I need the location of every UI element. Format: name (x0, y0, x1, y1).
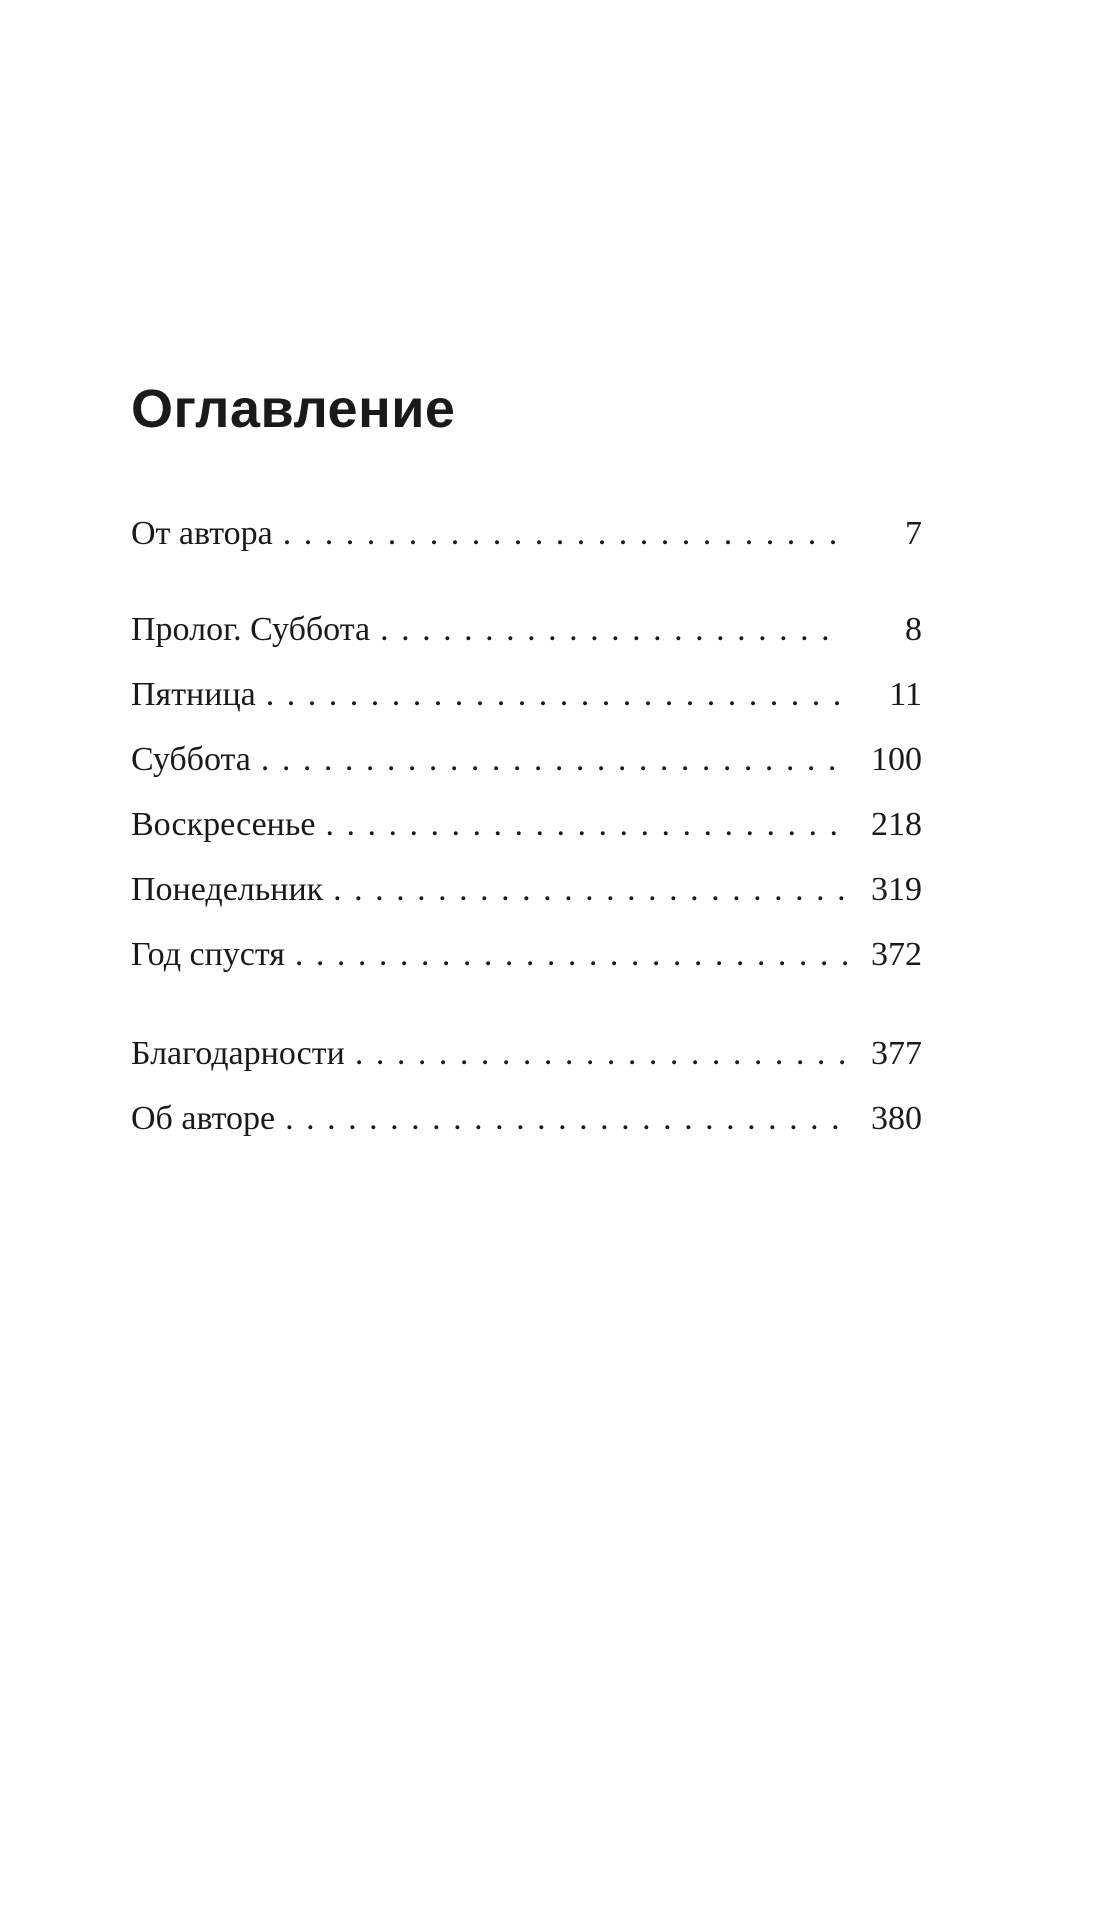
dot-leader: . . . . . . . . . . . . . . . . . . . . . . (380, 611, 832, 648)
toc-entry[interactable] (131, 676, 922, 716)
toc-entry-title: Пятница (131, 676, 256, 713)
toc-entry-title: Воскресенье (131, 806, 316, 843)
dot-leader: . . . . . . . . . . . . . . . . . . . . . . . . . . . . (265, 676, 844, 713)
toc-entry-page: 8 (905, 611, 922, 648)
dot-leader: . . . . . . . . . . . . . . . . . . . . . . . . . . . (282, 515, 840, 552)
dot-leader: . . . . . . . . . . . . . . . . . . . . . . . . . . . (294, 936, 852, 973)
dot-leader: . . . . . . . . . . . . . . . . . . . . . . . . . (333, 871, 848, 908)
page-title: Оглавление (131, 379, 456, 439)
toc-entry-title: Понедельник (131, 871, 324, 908)
dot-leader: . . . . . . . . . . . . . . . . . . . . . . . . . . . . (260, 741, 839, 778)
toc-entry-page: 100 (871, 741, 922, 778)
toc-entry-title: От автора (131, 515, 273, 552)
toc-entry-page: 218 (871, 806, 922, 843)
toc-entry-page: 319 (871, 871, 922, 908)
toc-entry-title: Суббота (131, 741, 251, 778)
toc-entry[interactable] (131, 806, 922, 846)
toc-entry-page: 377 (871, 1035, 922, 1072)
dot-leader: . . . . . . . . . . . . . . . . . . . . . . . . . . . (285, 1100, 842, 1137)
toc-entry-page: 380 (871, 1100, 922, 1137)
toc-entry[interactable] (131, 741, 922, 781)
toc-entry-title: Благодарности (131, 1035, 345, 1072)
toc-entry[interactable] (131, 1035, 922, 1075)
toc-entry[interactable] (131, 515, 922, 555)
toc-entry[interactable] (131, 611, 922, 651)
toc-entry-page: 7 (905, 515, 922, 552)
toc-entry-title: Пролог. Суббота (131, 611, 371, 648)
toc-entry[interactable] (131, 936, 922, 976)
toc-entry[interactable] (131, 871, 922, 911)
toc-entry[interactable] (131, 1100, 922, 1140)
dot-leader: . . . . . . . . . . . . . . . . . . . . . . . . (354, 1035, 849, 1072)
toc-entry-title: Об авторе (131, 1100, 276, 1137)
toc-entry-page: 11 (889, 676, 922, 713)
dot-leader: . . . . . . . . . . . . . . . . . . . . . . . . . (325, 806, 840, 843)
toc-entry-title: Год спустя (131, 936, 285, 973)
toc-entry-page: 372 (871, 936, 922, 973)
